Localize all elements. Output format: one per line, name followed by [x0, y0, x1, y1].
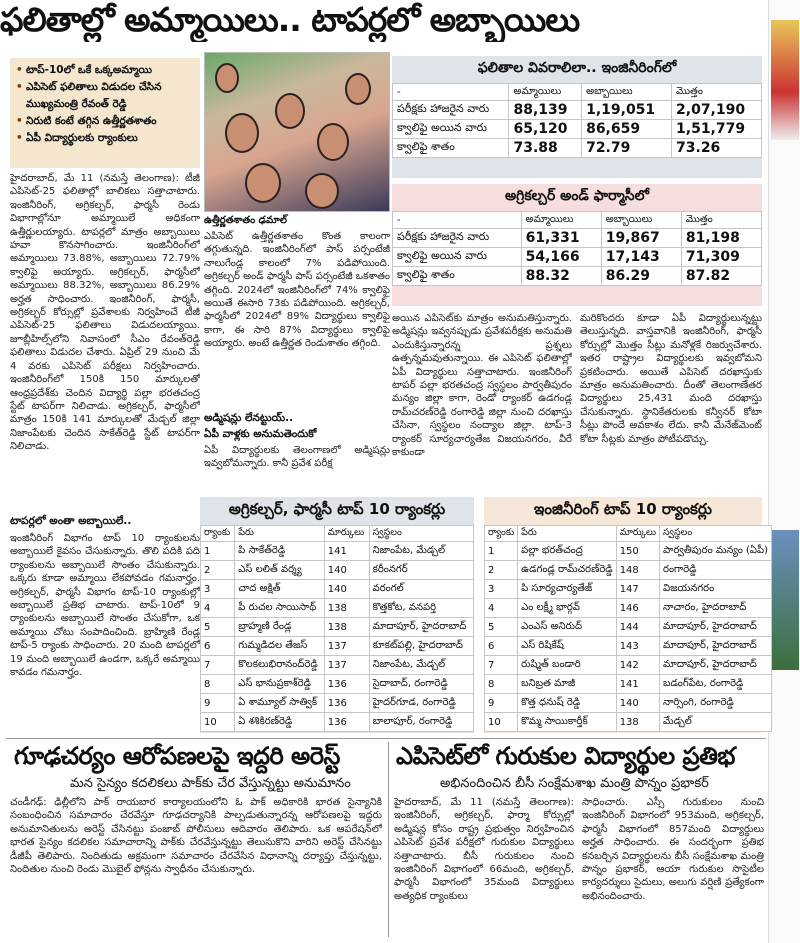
col-header: పేరు [235, 526, 325, 542]
col-header: ర్యాంకు [201, 526, 235, 542]
marks-cell: 146 [616, 599, 659, 618]
hometown-cell: కొత్తకోట, వనపర్తి [369, 599, 473, 618]
article-body-col4: మరికొందరు కూడా ఏపీ విద్యార్థులున్నట్టు తెలుస్తున్నది. వాస్తవానికి ఇంజినీరింగ్, ఫార్మసీ కోర్సుల్లో మొత్తం సీట్లు మనోళ్లకే రిజర్వుచేశారు. ఇతర రాష్ట్రాల విద్యార్థులకు ఇవ్వబోమని ప్రకటించారు. అయితే ఎపిసెట్ దరఖాస్తుకు మాత్రం అనుమతించారు. దీంతో తెలంగాణేతర విద్యార్థులు 25,431 మంది దరఖాస్తు చేసుకున్నారు. స్థానికేతరులకు కన్వీనర్ కోటా సీట్లు పొందే అవకాశం లేదు. కానీ మేనేజ్‌మెంట్ కోటా సీట్లకు మాత్రం పోటీపడొచ్చు. [580, 313, 762, 445]
article-body-col1: హైదరాబాద్, మే 11 (నమస్తే తెలంగాణ): టీజీ ఎపిసెట్-25 ఫలితాల్లో బాలికలు సత్తాచాటారు. ఇంజినీరింగ్, అగ్రికల్చర్, ఫార్మసీ రెండు విభాగాల్లోనూ అమ్మాయిలే అధికంగా ఉత్తీర్ణులయ్యారు. టాపర్లలో మాత్రం అబ్బాయిలు హవా కొనసాగించారు. ఇంజినీరింగ్‌లో అమ్మాయిలు 73.88%, అబ్బాయిలు 72.79% క్వాలిఫై అయ్యారు. అగ్రికల్చర్, ఫార్మసీలో అమ్మాయిలు 88.32%, అబ్బాయిలు 86.29% అర్హత సాధించారు. ఇంజినీరింగ్, ఫార్మసీ, అగ్రికల్చర్ కోర్సుల్లో ప్రవేశాలకు నిర్వహించే టీజీ ఎపిసెట్-25 ఫలితాలు విడుదలయ్యాయి. జూబ్లీహిల్స్‌లోని నివాసంలో సీఎం రేవంత్‌రెడ్డి ఫలితాలు విడుదల చేశారు. ఏప్రిల్ 29 నుంచి మే 4 వరకు ఎపిసెట్ పరీక్షలు నిర్వహించారు. ఇంజినీరింగ్‌లో 150కి 150 మార్కులతో ఆంధ్రప్రదేశ్‌కు చెందిన విద్యార్థి పల్లా భరతచంద్ర స్టేట్ టాపర్‌గా నిలిచాడు. అగ్రికల్చర్, ఫార్మసీలో మాత్రం 150కి 141 మార్కులతో మేడ్చల్ జిల్లా నిజాంపేటకు చెందిన సాకేత్‌రెడ్డి స్టేట్ టాపర్‌గా నిలిచాడు. [10, 173, 200, 453]
ranker-row [201, 599, 474, 618]
hometown-cell: మాదాపూర్, హైదరాబాద్ [369, 618, 473, 637]
rank-cell: 7 [201, 656, 235, 675]
name-cell: గుమ్మడిదల తేజస్ [235, 637, 325, 656]
subhead-pass-percentage: ఉత్తీర్ణతశాతం ఢమాల్ [204, 215, 287, 226]
ranker-row [485, 542, 772, 561]
marks-cell: 136 [324, 675, 369, 694]
row-label: క్వాలిఫై అయిన వారు [393, 120, 509, 139]
ranker-row [201, 561, 474, 580]
marks-cell: 138 [324, 618, 369, 637]
story2-body: చండీగఢ్: ఢిల్లీలోని పాక్ రాయబార కార్యాలయంలోని ఓ పాక్ అధికారికి భారత సైన్యానికి సంబంధించిన సమాచారం చేరవేస్తూ గూఢచర్యానికి పాల్పడుతున్నారన్న ఆరోపణలపై ఇద్దరు అనుమానితులను అరెస్ట్ చేసినట్టు పంజాబ్ పోలీసులు ఆదివారం తెలిపారు. ఒక ఆపరేషన్‌లో భారత సైన్యం కదలికల సమాచారాన్ని పాక్‌కు చేరవేస్తున్నట్టు తెలుసుకొని వారిని అరెస్ట్ చేసినట్టు డీజీపీ తెలిపారు. నిందితుడు అక్రమంగా సమాచారం చేరవేసిన విధానాన్ని దర్యాప్తు చేస్తున్నట్టు, నిందితుల నుంచి రెండు మొబైల్ ఫోన్లను స్వాధీనం చేసుకున్నారు. [10, 797, 382, 876]
ranker-row [201, 675, 474, 694]
cell-total: 87.82 [681, 267, 761, 286]
table-row [393, 101, 762, 120]
name-cell: ఎంఎస్ అనిరుద్ [518, 618, 617, 637]
col-header: అమ్మాయిలు [521, 212, 601, 229]
agri-top10-table [200, 525, 474, 732]
article-body-col2: ఎపిసెట్ ఉత్తీర్ణతశాతం కొంత కాలంగా తగ్గుతున్నది. ఇంజినీరింగ్‌లో పాస్ పర్సంటేజీ నాలుగేండ్ల కాలంలో 7% పడిపోయింది. అగ్రికల్చర్ అండ్ ఫార్మసీ పాస్ పర్సంటేజీ ఒకశాతం తగ్గింది. 2024లో ఇంజినీరింగ్‌లో 74% క్వాలిఫై అయితే ఈసారి 73కు పడిపోయింది. అగ్రికల్చర్, ఫార్మసీలో 2024లో 89% విద్యార్థులు క్వాలిఫై కాగా, ఈ సారి 87% విద్యార్థులు క్వాలిఫై అయ్యారు. అంటే ఉత్తీర్ణత రెండుశాతం తగ్గింది. [204, 231, 390, 350]
highlight-item: • ఏపీ విద్యార్థులకు ర్యాంకులు [16, 130, 194, 147]
cell-boys: 72.79 [582, 139, 672, 158]
row-label: క్వాలిఫై అయిన వారు [393, 248, 522, 267]
agri-results-panel [392, 184, 762, 306]
marks-cell: 136 [324, 713, 369, 732]
rank-cell: 2 [201, 561, 235, 580]
subhead-ap-students: ఏపీ వాళ్లకు అనుమతెందుకో [204, 428, 317, 440]
subhead-admissions: అడ్మిషన్లు లేనట్టుయ్.. [204, 412, 294, 424]
cell-girls: 73.88 [509, 139, 582, 158]
cell-boys: 17,143 [601, 248, 681, 267]
marks-cell: 137 [324, 637, 369, 656]
rank-cell: 4 [485, 599, 518, 618]
ranker-row [201, 713, 474, 732]
rank-cell: 9 [485, 694, 518, 713]
name-cell: ఉడగండ్ల రామ్‌చరణ్‌రెడ్డి [518, 561, 617, 580]
col-header: మార్కులు [616, 526, 659, 542]
eng-top10-table [484, 525, 772, 732]
rank-cell: 5 [485, 618, 518, 637]
table-row [393, 267, 762, 286]
cell-total: 2,07,190 [672, 101, 762, 120]
marks-cell: 140 [324, 561, 369, 580]
row-label: పరీక్షకు హాజరైన వారు [393, 229, 522, 248]
table-row [393, 120, 762, 139]
rank-cell: 6 [201, 637, 235, 656]
col-header: - [393, 84, 509, 101]
rank-cell: 2 [485, 561, 518, 580]
ranker-row [485, 580, 772, 599]
name-cell: పీ రుచల సాయిసాథ్ [235, 599, 325, 618]
ranker-row [485, 637, 772, 656]
hometown-cell: బాలాపూర్, రంగారెడ్డి [369, 713, 473, 732]
agri-top10-title: అగ్రికల్చర్, ఫార్మసీ టాప్ 10 ర్యాంకర్లు [228, 500, 446, 518]
hometown-cell: మేడ్చల్ [660, 713, 772, 732]
marks-cell: 140 [324, 580, 369, 599]
col-header: స్వస్థలం [660, 526, 772, 542]
highlight-item: • నిరుటి కంటే తగ్గిన ఉత్తీర్ణతశాతం [16, 113, 194, 130]
article-body-col2b: ఏపీ విద్యార్థులకు తెలంగాణలో అడ్మిషన్లు ఇవ్వబోమన్నారు. కానీ ప్రవేశ పరీక్ష [204, 445, 390, 470]
col-header: అబ్బాయిలు [582, 84, 672, 101]
col-header: స్వస్థలం [369, 526, 473, 542]
col-header: అమ్మాయిలు [509, 84, 582, 101]
hometown-cell: నిజాంపేట, మేడ్చల్ [369, 542, 473, 561]
ranker-row [201, 542, 474, 561]
col-header: పేరు [518, 526, 617, 542]
name-cell: ఏ శామ్యూల్ సాత్విక్ [235, 694, 325, 713]
ranker-row [485, 713, 772, 732]
name-cell: చాద అక్షిత్ [235, 580, 325, 599]
cell-boys: 1,19,051 [582, 101, 672, 120]
rank-cell: 10 [485, 713, 518, 732]
ranker-row [201, 656, 474, 675]
students-celebration-photo [204, 52, 390, 212]
marks-cell: 138 [616, 713, 659, 732]
name-cell: రుష్మిత్ బండారి [518, 656, 617, 675]
name-cell: ఎస్ భానుప్రకాశ్‌రెడ్డి [235, 675, 325, 694]
rank-cell: 1 [485, 542, 518, 561]
rank-cell: 10 [201, 713, 235, 732]
cell-girls: 88,139 [509, 101, 582, 120]
agri-results-title: అగ్రికల్చర్ అండ్ ఫార్మాసీలో [504, 188, 650, 204]
ranker-row [485, 694, 772, 713]
ranker-row [201, 618, 474, 637]
ranker-row [485, 675, 772, 694]
marks-cell: 143 [616, 637, 659, 656]
subhead-toppers: టాపర్లలో అంతా అబ్బాయిలే.. [10, 515, 132, 527]
rank-cell: 3 [485, 580, 518, 599]
name-cell: పి సూర్యచార్యతేజ్ [518, 580, 617, 599]
story3-headline: ఎపిసెట్‌లో గురుకుల విద్యార్థుల ప్రతిభ [396, 742, 735, 770]
rank-cell: 8 [485, 675, 518, 694]
marks-cell: 142 [616, 656, 659, 675]
rank-cell: 5 [201, 618, 235, 637]
eng-top10-panel [484, 497, 768, 733]
highlight-item: • ఎపిసెట్ ఫలితాలు విడుదల చేసిన ముఖ్యమంత్రి రేవంత్ రెడ్డి [16, 79, 194, 113]
col-header: మొత్తం [681, 212, 761, 229]
hometown-cell: మాదాపూర్, హైదరాబాద్ [660, 637, 772, 656]
engineering-results-title: ఫలితాల వివరాలిలా.. ఇంజినీరింగ్‌లో [477, 60, 677, 76]
rank-cell: 8 [201, 675, 235, 694]
ranker-row [201, 580, 474, 599]
row-label: పరీక్షకు హాజరైన వారు [393, 101, 509, 120]
highlights-box [10, 58, 200, 168]
story2-headline: గూఢచర్యం ఆరోపణలపై ఇద్దరి అరెస్ట్ [14, 742, 340, 770]
hometown-cell: వరంగల్ [369, 580, 473, 599]
table-row [393, 248, 762, 267]
engineering-results-panel [392, 56, 762, 178]
row-label: క్వాలిఫై శాతం [393, 267, 522, 286]
rank-cell: 7 [485, 656, 518, 675]
table-row [393, 139, 762, 158]
table-row [393, 229, 762, 248]
name-cell: కొత్త ధనుష్ రెడ్డి [518, 694, 617, 713]
hometown-cell: బడంగ్‌పేట, రంగారెడ్డి [660, 675, 772, 694]
name-cell: కొలకలుభిరానంద్‌రెడ్డి [235, 656, 325, 675]
hometown-cell: నిజాంపేట, మేడ్చల్ [369, 656, 473, 675]
agri-top10-panel [200, 497, 474, 733]
name-cell: బ్రాహ్మణి రేండ్ల [235, 618, 325, 637]
hometown-cell: మాదాపూర్, హైదరాబాద్ [660, 656, 772, 675]
marks-cell: 147 [616, 580, 659, 599]
marks-cell: 140 [616, 694, 659, 713]
cell-girls: 61,331 [521, 229, 601, 248]
story2-subhead: మన సైన్యం కదలికలు పాక్‌కు చేర వేస్తున్నట్టు అనుమానం [70, 776, 351, 791]
rank-cell: 9 [201, 694, 235, 713]
article-body-col1b: ఇంజినీరింగ్ విభాగం టాప్ 10 ర్యాంకులను అబ్బాయిలే కైవసం చేసుకున్నారు. తొలి పదికి పది ర్యాంకులను అబ్బాయిలే సొంతం చేసుకున్నారు. ఒక్కరు కూడా అమ్మాయి లేకపోవడం గమనార్హం. అగ్రికల్చర్, ఫార్మసీ విభాగం టాప్-10 ర్యాంకుల్లో అబ్బాయిలే ప్రతిభ చాటారు. టాప్-10లో 9 ర్యాంకులను అబ్బాయిలే సొంతం చేసుకోగా, ఒక అమ్మాయి చోటు సంపాదించింది. బ్రాహ్మిణి రేండ్ల టాప్-5 ర్యాంకు సాధించారు. 20 మంది టాపర్లలో 19 మంది అబ్బాయిలే ఉండగా, ఒక్కరే అమ్మాయి కావడం గమనార్హం. [10, 533, 200, 679]
col-header: మార్కులు [324, 526, 369, 542]
marks-cell: 136 [324, 694, 369, 713]
adjacent-photo [771, 20, 799, 140]
adjacent-photo-2 [771, 530, 799, 670]
marks-cell: 138 [324, 599, 369, 618]
hometown-cell: కరీంనగర్ [369, 561, 473, 580]
marks-cell: 141 [616, 675, 659, 694]
marks-cell: 141 [324, 542, 369, 561]
column-divider [388, 742, 389, 937]
engineering-results-table [392, 83, 762, 158]
name-cell: ఎం లక్ష్మీ భార్గవ్ [518, 599, 617, 618]
rank-cell: 4 [201, 599, 235, 618]
agri-results-table [392, 211, 762, 286]
name-cell: కొమ్మ సాయికార్తీక్ [518, 713, 617, 732]
hometown-cell: నార్సింగి, రంగారెడ్డి [660, 694, 772, 713]
cell-boys: 19,867 [601, 229, 681, 248]
page-headline: ఫలితాల్లో అమ్మాయిలు.. టాపర్లలో అబ్బాయిలు [0, 0, 580, 39]
row-label: క్వాలిఫై శాతం [393, 139, 509, 158]
name-cell: పి సాకేత్‌రెడ్డి [235, 542, 325, 561]
cell-girls: 88.32 [521, 267, 601, 286]
ranker-row [485, 561, 772, 580]
cell-girls: 65,120 [509, 120, 582, 139]
name-cell: పల్లా భరత్‌చంద్ర [518, 542, 617, 561]
ranker-row [485, 599, 772, 618]
cell-boys: 86,659 [582, 120, 672, 139]
marks-cell: 137 [324, 656, 369, 675]
hometown-cell: మాదాపూర్, హైదరాబాద్ [660, 618, 772, 637]
cell-girls: 54,166 [521, 248, 601, 267]
story3-subhead: అభినందించిన బీసీ సంక్షేమశాఖ మంత్రి పొన్నం ప్రభాకర్ [440, 776, 709, 791]
story3-body-col1: హైదరాబాద్, మే 11 (నమస్తే తెలంగాణ): ఇంజినీరింగ్, అగ్రికల్చర్, ఫార్మా కోర్సుల్లో అడ్మిషన్ల కోసం రాష్ట్ర ప్రభుత్వం నిర్వహించిన ఎపిసెట్ ప్రవేశ పరీక్షలో గురుకుల విద్యార్థులు సత్తాచాటారు. బీసీ గురుకులం నుంచి ఇంజినీరింగ్ విభాగంలో 66మంది, అగ్రికల్చర్, ఫార్మసీ విభాగంలో 35మంది విద్యార్థులు అత్యధిక ర్యాంకులు [394, 797, 574, 902]
hometown-cell: కూకట్‌పల్లి, హైదరాబాద్ [369, 637, 473, 656]
cell-boys: 86.29 [601, 267, 681, 286]
story3-body-col2: సాధించారు. ఎస్సీ గురుకులం నుంచి ఇంజినీరింగ్ విభాగంలో 953మంది, అగ్రికల్చర్, ఫార్మసీ విభాగంలో 857మంది విద్యార్థులు అర్హత సాధించారు. ఈ సందర్భంగా ప్రతిభ కనబర్చిన విద్యార్థులను బీసీ సంక్షేమశాఖ మంత్రి పొన్నం ప్రభాకర్, ఆయా గురుకుల సొసైటీల కార్యదర్శులు సైదులు, అలుగు వర్షిణి ప్రత్యేకంగా అభినందించారు. [582, 797, 764, 902]
col-header: - [393, 212, 522, 229]
marks-cell: 144 [616, 618, 659, 637]
ranker-row [201, 637, 474, 656]
rank-cell: 3 [201, 580, 235, 599]
hometown-cell: రంగారెడ్డి [660, 561, 772, 580]
hometown-cell: నాచారం, హైదరాబాద్ [660, 599, 772, 618]
name-cell: ఎస్ రిషికేష్ [518, 637, 617, 656]
ranker-row [485, 656, 772, 675]
marks-cell: 150 [616, 542, 659, 561]
hometown-cell: విజయనగరం [660, 580, 772, 599]
cell-total: 1,51,779 [672, 120, 762, 139]
hometown-cell: పార్వతీపురం మన్యం (ఏపీ) [660, 542, 772, 561]
name-cell: బనిబ్రత మాజీ [518, 675, 617, 694]
ranker-row [485, 618, 772, 637]
adjacent-column-strip [768, 0, 800, 943]
cell-total: 71,309 [681, 248, 761, 267]
hometown-cell: సైదాబాద్, రంగారెడ్డి [369, 675, 473, 694]
name-cell: ఎస్ లలిత్ వర్శ్య [235, 561, 325, 580]
article-body-col3: అయిన ఎపిసెట్‌కు మాత్రం అనుమతిస్తున్నారు. అడ్మిషన్లు ఇవ్వనప్పుడు ప్రవేశపరీక్షకు అనుమతి ఎందుకిస్తున్నారన్న ప్రశ్నలు ఉత్పన్నమవుతున్నాయి. ఈ ఎపిసెట్ ఫలితాల్లో ఏపీ విద్యార్థులు సత్తాచాటారు. ఇంజినీరింగ్ టాపర్ పల్లా భరతచంద్ర స్వస్థలం పార్వతీపురం మన్యం జిల్లా కాగా, రెండో ర్యాంకర్ ఉడగండ్ల రామ్‌చరణ్‌రెడ్డి రంగారెడ్డి జిల్లా నుంచి దరఖాస్తు చేసినా, స్వస్థలం నంద్యాల జిల్లా. టాప్-3 ర్యాంకర్ సూర్యచార్యతేజ విజయనగరం, వీరే కాకుండా [392, 313, 572, 459]
section-divider [6, 738, 766, 739]
col-header: మొత్తం [672, 84, 762, 101]
cell-total: 81,198 [681, 229, 761, 248]
rank-cell: 1 [201, 542, 235, 561]
eng-top10-title: ఇంజినీరింగ్ టాప్ 10 ర్యాంకర్లు [534, 500, 712, 518]
ranker-row [201, 694, 474, 713]
highlight-item: • టాప్-10లో ఒకే ఒక్కఅమ్మాయి [16, 62, 194, 79]
name-cell: ఏ శశికిరణ్‌రెడ్డి [235, 713, 325, 732]
col-header: ర్యాంకు [485, 526, 518, 542]
col-header: అబ్బాయిలు [601, 212, 681, 229]
cell-total: 73.26 [672, 139, 762, 158]
hometown-cell: హైదర్‌గూడ, రంగారెడ్డి [369, 694, 473, 713]
rank-cell: 6 [485, 637, 518, 656]
marks-cell: 148 [616, 561, 659, 580]
